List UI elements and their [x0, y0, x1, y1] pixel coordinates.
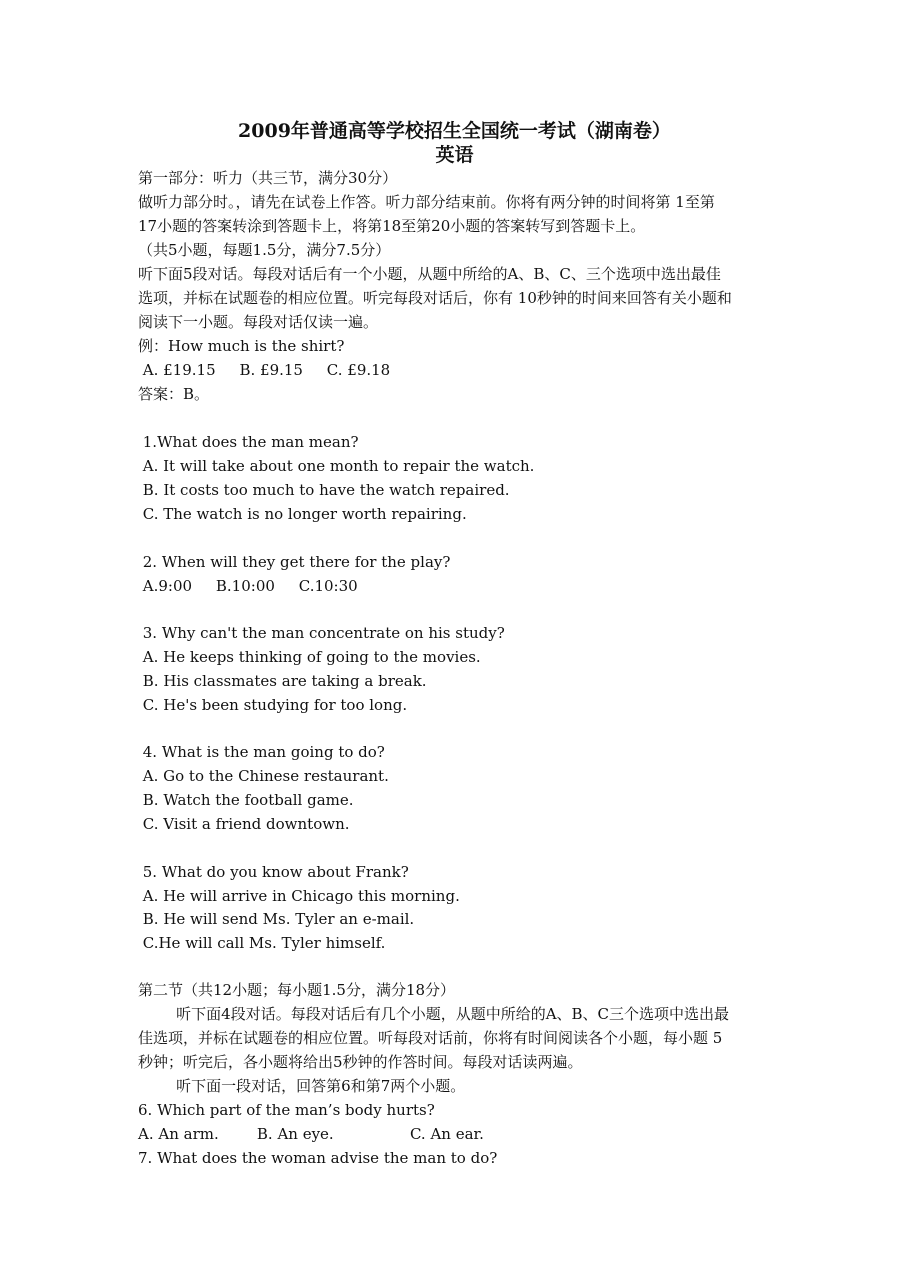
- question-4-option-b: B. Watch the football game.: [138, 791, 354, 809]
- instruction-line: 秒钟；听完后，各小题将给出5秒钟的作答时间。每段对话读两遍。: [138, 1053, 583, 1071]
- document-title: 2009年普通高等学校招生全国统一考试（湖南卷）: [238, 120, 671, 142]
- question-1: 1.What does the man mean?: [138, 433, 359, 451]
- instruction-line: 做听力部分时。，请先在试卷上作答。听力部分结束前。你将有两分钟的时间将第 1至第: [138, 193, 715, 211]
- example-answer: 答案：B。: [138, 385, 210, 403]
- question-6-options: A. An arm. B. An eye. C. An ear.: [138, 1125, 484, 1143]
- question-3: 3. Why can't the man concentrate on his study?: [138, 624, 505, 642]
- question-5-option-a: A. He will arrive in Chicago this morning.: [138, 887, 460, 905]
- question-1-option-b: B. It costs too much to have the watch repaired.: [138, 481, 510, 499]
- question-3-option-c: C. He's been studying for too long.: [138, 696, 408, 714]
- instruction-line: 阅读下一小题。每段对话仅读一遍。: [138, 313, 379, 331]
- question-1-option-c: C. The watch is no longer worth repairing.: [138, 505, 467, 523]
- example-options: A. £19.15 B. £9.15 C. £9.18: [138, 361, 391, 379]
- question-2: 2. When will they get there for the play?: [138, 553, 451, 571]
- question-3-option-a: A. He keeps thinking of going to the movies.: [138, 648, 481, 666]
- example-question: 例：How much is the shirt?: [138, 337, 345, 355]
- question-4: 4. What is the man going to do?: [138, 743, 385, 761]
- question-4-option-c: C. Visit a friend downtown.: [138, 815, 350, 833]
- question-7: 7. What does the woman advise the man to do?: [138, 1149, 498, 1167]
- instruction-line: 选项，并标在试题卷的相应位置。听完每段对话后，你有 10秒钟的时间来回答有关小题和: [138, 289, 732, 307]
- instruction-line: 17小题的答案转涂到答题卡上，将第18至第20小题的答案转写到答题卡上。: [138, 217, 646, 235]
- instruction-line: 听下面一段对话，回答第6和第7两个小题。: [138, 1077, 466, 1095]
- question-5-option-c: C.He will call Ms. Tyler himself.: [138, 934, 386, 952]
- instruction-line: 听下面4段对话。每段对话后有几个小题，从题中所给的A、B、C三个选项中选出最: [138, 1005, 730, 1023]
- section-heading-listening: 第一部分：听力（共三节，满分30分）: [138, 169, 398, 187]
- question-5-option-b: B. He will send Ms. Tyler an e-mail.: [138, 910, 415, 928]
- instruction-line: 佳选项，并标在试题卷的相应位置。听每段对话前，你将有时间阅读各个小题，每小题 5: [138, 1029, 723, 1047]
- question-1-option-a: A. It will take about one month to repair the watch.: [138, 457, 535, 475]
- section-score-line: （共5小题，每题1.5分，满分7.5分）: [138, 241, 391, 259]
- question-5: 5. What do you know about Frank?: [138, 863, 409, 881]
- question-6: 6. Which part of the man’s body hurts?: [138, 1101, 435, 1119]
- instruction-line: 听下面5段对话。每段对话后有一个小题，从题中所给的A、B、C、三个选项中选出最佳: [138, 265, 721, 283]
- question-3-option-b: B. His classmates are taking a break.: [138, 672, 427, 690]
- question-4-option-a: A. Go to the Chinese restaurant.: [138, 767, 389, 785]
- question-2-options: A.9:00 B.10:00 C.10:30: [138, 577, 358, 595]
- section-heading-part-two: 第二节（共12小题；每小题1.5分，满分18分）: [138, 981, 456, 999]
- document-subtitle: 英语: [435, 144, 474, 166]
